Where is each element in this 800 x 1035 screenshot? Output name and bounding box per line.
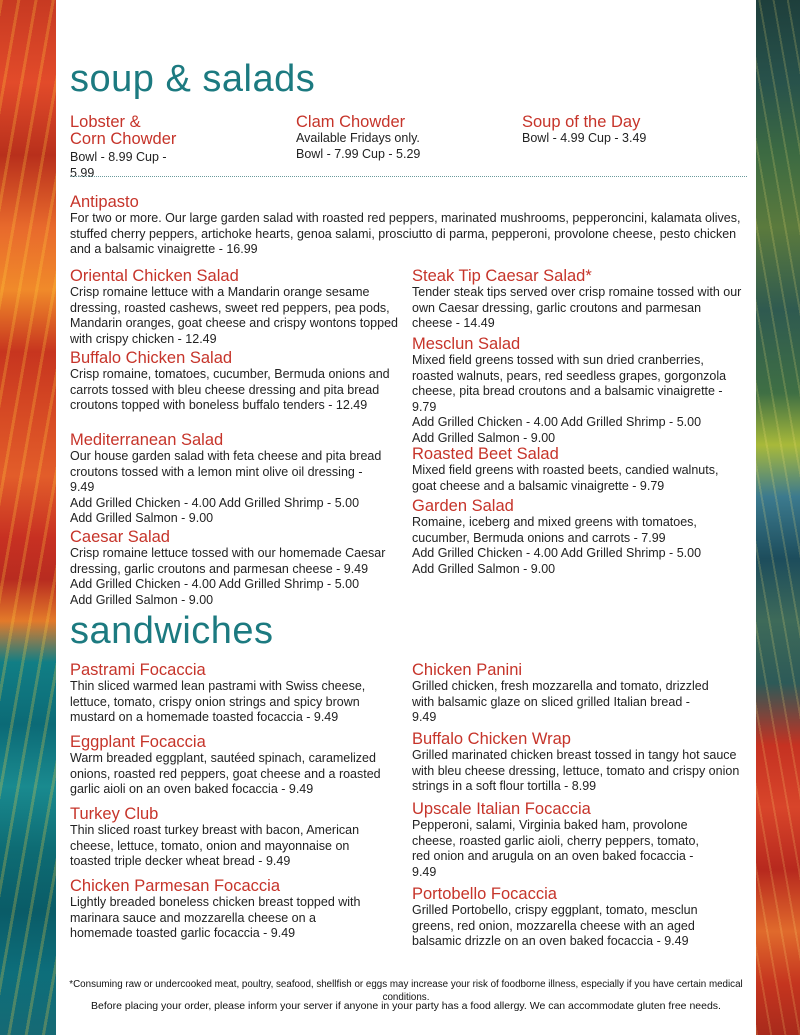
item-desc: Mixed field greens with roasted beets, candied walnuts, goat cheese and a balsamic vinaigrette - 9.79 [412,463,719,493]
item-desc: Grilled Portobello, crispy eggplant, tomato, mesclun greens, red onion, mozzarella cheese with an aged balsamic drizzle on an oven baked focaccia - 9.49 [412,903,698,948]
painted-border-right [756,0,800,1035]
soup-name: Clam Chowder [296,113,406,131]
item-name: Buffalo Chicken Wrap [412,730,571,748]
salad-item [412,268,742,332]
menu-page [56,0,756,1035]
item-desc: Pepperoni, salami, Virginia baked ham, provolone cheese, roasted garlic aioli, cherry peppers, tomato, red onion and arugula on an oven baked focaccia - 9.49 [412,818,699,879]
salad-item [412,498,742,577]
soup-item [296,114,496,162]
item-name: Caesar Salad [70,528,170,546]
sandwich-item [70,806,392,870]
item-addon: Add Grilled Chicken - 4.00 Add Grilled Shrimp - 5.00 [412,546,702,560]
dotted-divider [70,176,747,177]
item-desc: Tender steak tips served over crisp romaine tossed with our own Caesar dressing, garlic croutons and parmesan cheese - 14.49 [412,285,742,330]
item-addon: Add Grilled Salmon - 9.00 [70,511,214,525]
sandwich-item [412,731,742,795]
item-name: Pastrami Focaccia [70,661,206,679]
item-desc: Grilled marinated chicken breast tossed in tangy hot sauce with bleu cheese dressing, lettuce, tomato and crispy onion strings in a soft flour tortilla - 8.99 [412,748,740,793]
soup-note: Available Fridays only. [296,131,420,145]
item-desc: For two or more. Our large garden salad with roasted red peppers, marinated mushrooms, pepperoncini, kalamata olives, stuffed cherry peppers, artichoke hearts, genoa salami, prosciutto di parma, pepperoni, provolone cheese, pesto chicken and a balsamic vinaigrette - 16.99 [70,211,741,256]
item-desc: Thin sliced roast turkey breast with bacon, American cheese, lettuce, tomato, onion and mayonnaise on toasted triple decker wheat bread - 9.49 [70,823,360,868]
salad-item [70,268,400,347]
soup-name: Lobster & Corn Chowder [70,113,177,148]
item-addon: Add Grilled Chicken - 4.00 Add Grilled Shrimp - 5.00 [412,415,702,429]
item-name: Mediterranean Salad [70,431,224,449]
item-addon: Add Grilled Salmon - 9.00 [412,430,556,445]
item-addon: Add Grilled Salmon - 9.00 [70,592,214,607]
item-desc: Crisp romaine lettuce tossed with our homemade Caesar dressing, garlic croutons and parmesan cheese - 9.49 [70,546,386,576]
item-name: Eggplant Focaccia [70,733,206,751]
soup-item [70,114,180,181]
item-name: Buffalo Chicken Salad [70,349,233,367]
sandwich-item [412,886,742,950]
item-name: Steak Tip Caesar Salad* [412,267,592,285]
sandwich-item [70,662,400,726]
item-addon: Add Grilled Chicken - 4.00 Add Grilled Shrimp - 5.00 [70,495,360,510]
antipasto-item [70,194,750,258]
allergy-notice: Before placing your order, please inform your server if anyone in your party has a food allergy. We can accommodate gluten free needs. [91,1000,721,1012]
item-name: Antipasto [70,193,139,211]
item-desc: Warm breaded eggplant, sautéed spinach, caramelized onions, roasted red peppers, goat cheese and a roasted garlic aioli on an oven baked focaccia - 9.49 [70,751,381,796]
item-name: Garden Salad [412,497,514,515]
sandwich-item [412,801,712,880]
item-desc: Mixed field greens tossed with sun dried cranberries, roasted walnuts, pears, red seedless grapes, gorgonzola cheese, pita bread croutons and a balsamic vinaigrette - 9.79 [412,353,727,414]
item-desc: Crisp romaine, tomatoes, cucumber, Bermuda onions and carrots tossed with bleu cheese dressing and pita bread croutons topped with boneless buffalo tenders - 12.49 [70,367,390,412]
item-addon: Add Grilled Salmon - 9.00 [412,561,556,576]
item-name: Mesclun Salad [412,335,521,353]
item-name: Turkey Club [70,805,159,823]
item-desc: Lightly breaded boneless chicken breast topped with marinara sauce and mozzarella cheese on a homemade toasted garlic focaccia - 9.49 [70,895,361,940]
soup-price: Bowl - 8.99 Cup - 5.99 [70,150,167,180]
salad-item [70,350,400,414]
item-desc: Thin sliced warmed lean pastrami with Swiss cheese, lettuce, tomato, crispy onion strings and spicy brown mustard on a homemade toasted focaccia - 9.49 [70,679,366,724]
salad-item [70,529,390,608]
soup-salads-title: soup & salads [70,58,316,100]
sandwich-item [70,878,370,942]
item-desc: Our house garden salad with feta cheese and pita bread croutons tossed with a lemon mint olive oil dressing - 9.49 [70,449,382,494]
sandwiches-title: sandwiches [70,610,274,652]
painted-border-left [0,0,56,1035]
item-name: Roasted Beet Salad [412,445,559,463]
item-desc: Grilled chicken, fresh mozzarella and tomato, drizzled with balsamic glaze on sliced grilled Italian bread - 9.49 [412,679,709,724]
item-desc: Crisp romaine lettuce with a Mandarin orange sesame dressing, roasted cashews, sweet red peppers, pea pods, Mandarin oranges, goat cheese and crispy wontons topped with crispy chicken - 12.49 [70,285,398,346]
item-name: Oriental Chicken Salad [70,267,239,285]
item-addon: Add Grilled Chicken - 4.00 Add Grilled Shrimp - 5.00 [70,577,360,591]
soup-price: Bowl - 7.99 Cup - 5.29 [296,146,421,161]
item-desc: Romaine, iceberg and mixed greens with tomatoes, cucumber, Bermuda onions and carrots - 7.99 [412,515,697,545]
item-name: Upscale Italian Focaccia [412,800,591,818]
allergy-disclaimer: *Consuming raw or undercooked meat, poultry, seafood, shellfish or eggs may increase your risk of foodborne illness, especially if you have certain medical conditions. [69,979,743,1003]
soup-item [522,114,742,147]
item-name: Chicken Parmesan Focaccia [70,877,281,895]
salad-item [412,336,732,446]
item-name: Portobello Focaccia [412,885,557,903]
sandwich-item [70,734,392,798]
soup-price: Bowl - 4.99 Cup - 3.49 [522,131,647,145]
sandwich-item [412,662,712,726]
item-name: Chicken Panini [412,661,523,679]
salad-item [70,432,390,527]
salad-item [412,446,742,494]
soup-name: Soup of the Day [522,113,641,131]
